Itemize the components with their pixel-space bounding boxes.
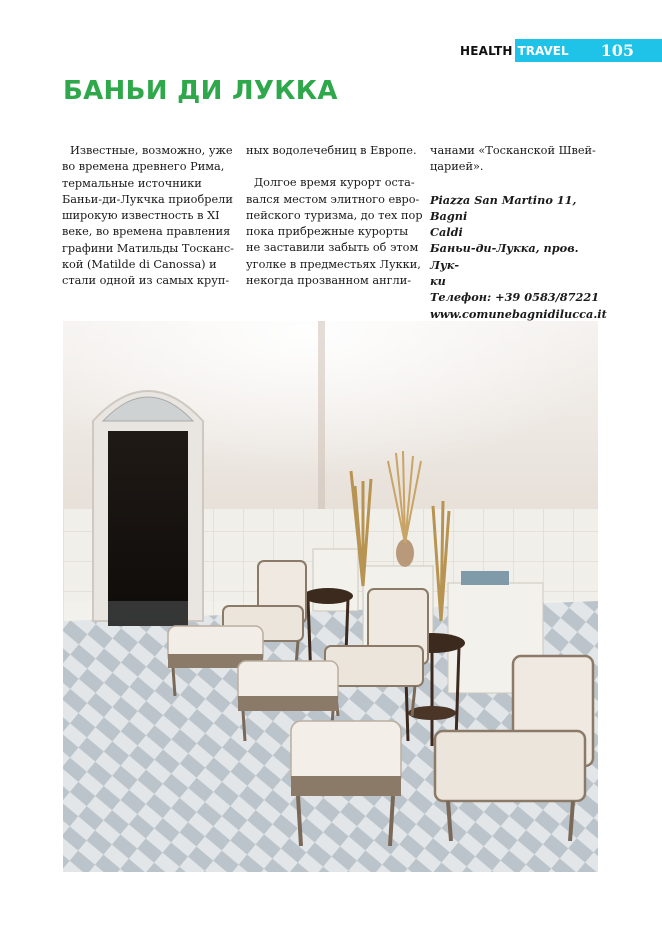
address-line: ки [430, 274, 446, 289]
website-line: www.comunebagnidilucca.it [430, 306, 607, 321]
address-line: Caldi [430, 225, 463, 240]
article-title: БАНЬИ ДИ ЛУККА [63, 76, 338, 106]
text-line: царией». [430, 160, 484, 174]
text-line: стали одной из самых круп- [62, 274, 230, 288]
paragraph-continuation [246, 143, 424, 159]
text-line: графини Матильды Тосканс- [62, 241, 234, 255]
paragraph-continuation-2 [430, 143, 608, 176]
text-line: Известные, возможно, уже [70, 144, 233, 157]
text-line: кой (Matilde di Canossa) и [62, 258, 217, 272]
text-line: во времена древнего Рима, [62, 160, 225, 174]
address-line: Piazza San Martino 11, Bagni [430, 192, 577, 223]
text-line: ных водолечебниц в Европе. [246, 144, 417, 157]
page-header [460, 39, 662, 62]
paragraph-intro [62, 143, 240, 290]
text-column-1 [62, 143, 240, 290]
text-line: чанами «Тосканской Швей- [430, 144, 596, 157]
address-line: Баньи-ди-Лукка, пров. Лук- [430, 241, 579, 272]
text-line: Долгое время курорт оста- [254, 176, 415, 190]
text-column-2 [246, 143, 424, 289]
phone-line: Телефон: +39 0583/87221 [430, 290, 600, 305]
text-line: пейского туризма, до тех пор [246, 208, 423, 222]
text-column-3 [430, 143, 608, 322]
text-line: не заставили забыть об этом [246, 241, 419, 255]
text-line: некогда прозванном англи- [246, 274, 412, 288]
text-line: вался местом элитного евро- [246, 192, 420, 206]
header-accent-bar [515, 39, 662, 62]
text-line: пока прибрежные курорты [246, 225, 409, 239]
spa-room-photo [63, 321, 598, 872]
text-line: Баньи-ди-Лукчка приобрели [62, 192, 233, 206]
contact-info [430, 192, 608, 322]
text-line: термальные источники [62, 176, 202, 190]
text-line: уголке в предместьях Лукки, [246, 257, 421, 271]
section-label: HEALTH [460, 43, 513, 58]
subsection-label: TRAVEL [517, 43, 569, 58]
text-line: широкую известность в XI [62, 209, 220, 223]
paragraph-history [246, 175, 424, 289]
page-number: 105 [600, 41, 635, 60]
text-line: веке, во времена правления [62, 225, 231, 239]
